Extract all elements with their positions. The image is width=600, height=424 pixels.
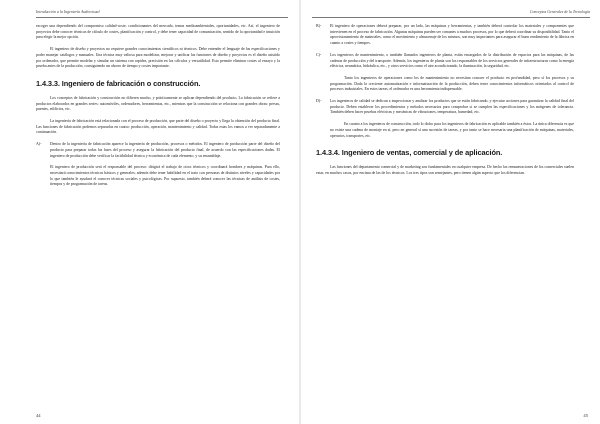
list-text: Los ingenieros de mantenimiento, o también llamados ingenieros de planta, están encargados de la distribución de espacios para las máquinas, de las cadenas de producción y del transporte. Además, los ingenieros de planta son los responsables de los servicios generales de infraestructuras como la energía eléctrica, neumática, hidráulica, etc., y otros servicios como el aire acondicionado, la iluminación, la seguridad, etc.	[330, 52, 574, 69]
section-title: 1.4.3.3. Ingeniero de fabricación o construcción.	[36, 78, 201, 88]
paragraph: Tanto los ingenieros de operaciones como los de mantenimiento no necesitan conocer el producto en profundidad, pero sí los procesos y su programación. Dada la creciente automatización e informatización de la producción, deben tener conocimientos informáticos orientados al control de procesos industriales. En estos tareas, el ordenador es una herramienta indispensable.	[330, 75, 574, 92]
list-label: B)-	[316, 24, 322, 28]
section-title: 1.4.3.4. Ingeniero de ventas, comercial y de aplicación.	[316, 148, 503, 158]
text-column	[316, 24, 574, 183]
page-number: 45	[583, 413, 588, 418]
list-text: Dentro de la ingeniería de fabricación aparece la ingeniería de producción, procesos o métodos. El ingeniero de producción parte del diseño del producto para preparar todas las fases del proceso y asegurar la fabricación del producto final, de acuerdo con las especificaciones dadas. El ingeniero de producción debe verificar la factibilidad técnica y económica de cada elemento, y su ensamblaje.	[50, 142, 280, 158]
list-item-c	[316, 53, 574, 70]
running-header: Conceptos Generales de la Tecnología	[529, 10, 590, 14]
list-text: Los ingenieros de calidad se dedican a inspeccionar y analizar los productos que se están fabricando, y ejecutar acciones para garantizar la calidad final del producto. Deben establecer los procedimientos y métodos necesarios para comprobar si se cumplen las especificaciones y los márgenes de tolerancia. También deben hacer pruebas eléctricas y mecánicas de vibraciones, temperatura, humedad, etc.	[330, 99, 574, 115]
header-rule	[36, 17, 288, 18]
header-rule	[312, 17, 590, 18]
list-label: C)-	[316, 52, 322, 57]
right-page	[302, 0, 600, 424]
paragraph: El ingeniero de diseño y proyectos no requiere grandes conocimientos científicos ni técnicos. Debe entender el lenguaje de las especificaciones y poder manejar catálogos y manuales. Una técnica muy valiosa para modelizar, mejorar y unificar las funciones de diseño y proyectos es el diseño asistido por ordenador, que permite modelar y simular un sistema con rapidez, precisión en los cálculos y versatilidad. Esto permite eliminar costes al ensayo y la prueba antes de la producción, consiguiendo un ahorro de tiempo y costes importante.	[36, 47, 280, 69]
paragraph: Las funciones del departamento comercial y de marketing son fundamentales en cualquier empresa. De hecho las remuneraciones de los comerciales suelen estar, en muchos casos, por encima de las de los técnicos. Los tres tipos son semejantes, pero tienen algún aspecto que los diferencian.	[316, 165, 574, 175]
list-label: A)-	[36, 142, 42, 147]
paragraph: El ingeniero de producción será el responsable del proceso: dirigirá el trabajo de otros técnicos y coordinará hombres y máquinas. Para ello, necesitará conocimientos técnicos básicos y generales; además debe tener habilidad en el trato con personas de distintos niveles y capacidades por lo que también le ayudará el conocer técnicas sociales y psicológicas. Por supuesto, también deberá conocer las técnicas de análisis de costes, tiempos y de programación de tareas.	[50, 165, 280, 187]
text-column	[36, 24, 280, 194]
paragraph: En cuanto a los ingenieros de construcción, todo lo dicho para los ingenieros de fabricación es aplicable también a éstos. La única diferencia es que no existe una cadena de montaje en sí, pero en general sí una sucesión de tareas, y por tanto se hace necesaria una planificación de máquinas, materiales, operarios, transportes, etc.	[330, 122, 574, 138]
list-item-b	[316, 24, 574, 47]
paragraph: La ingeniería de fabricación está relacionada con el proceso de producción, que parte del diseño o proyecto y llega la obtención del producto final. Las funciones de fabricación podemos separarlas en cuatro: producción, operación, mantenimiento y calidad. Todas estas los vamos a ver separadamente a continuación.	[36, 119, 280, 135]
list-text: El ingeniero de operaciones deberá preparar, por un lado, las máquinas y herramientas, y también deberá controlar los materiales y componentes que intervienen en el proceso de fabricación. Algunas máquinas pueden ser comunes a muchos procesos, por lo que deberá coordinar su disponibilidad. Tanto el aprovisionamiento de materiales, como el movimiento y almacenaje de los mismos, son muy importantes para asegurar el buen rendimiento de la fábrica en cuanto a costes y tiempos.	[330, 24, 574, 46]
paragraph: escoger una dependiendo del compromiso calidad-coste, condicionantes del mercado, temas medioambientales, oportunidades, etc. Así, el ingeniero de proyectos debe conocer técnicas de cálculo de costes, planificación y control, y debe tener capacidad de comunicación, sentido de la oportunidad e intuición para elegir la mejor opción.	[36, 24, 280, 40]
paragraph: Los conceptos de fabricación y construcción no difieren mucho, y prácticamente se aplican dependiendo del producto. La fabricación se refiere a productos elaborados en grandes series: automóviles, ordenadores, herramientas, etc., mientras que la construcción se relaciona con grandes obras: presas, puentes, edificios, etc.	[36, 95, 280, 112]
page-number: 44	[36, 413, 41, 418]
book-gutter	[299, 0, 301, 424]
running-header: Introducción a la Ingeniería Audiovisual	[36, 10, 100, 14]
list-item-d	[316, 99, 574, 116]
list-item-a	[36, 142, 280, 159]
left-page	[0, 0, 298, 424]
list-label: D)-	[316, 99, 322, 104]
